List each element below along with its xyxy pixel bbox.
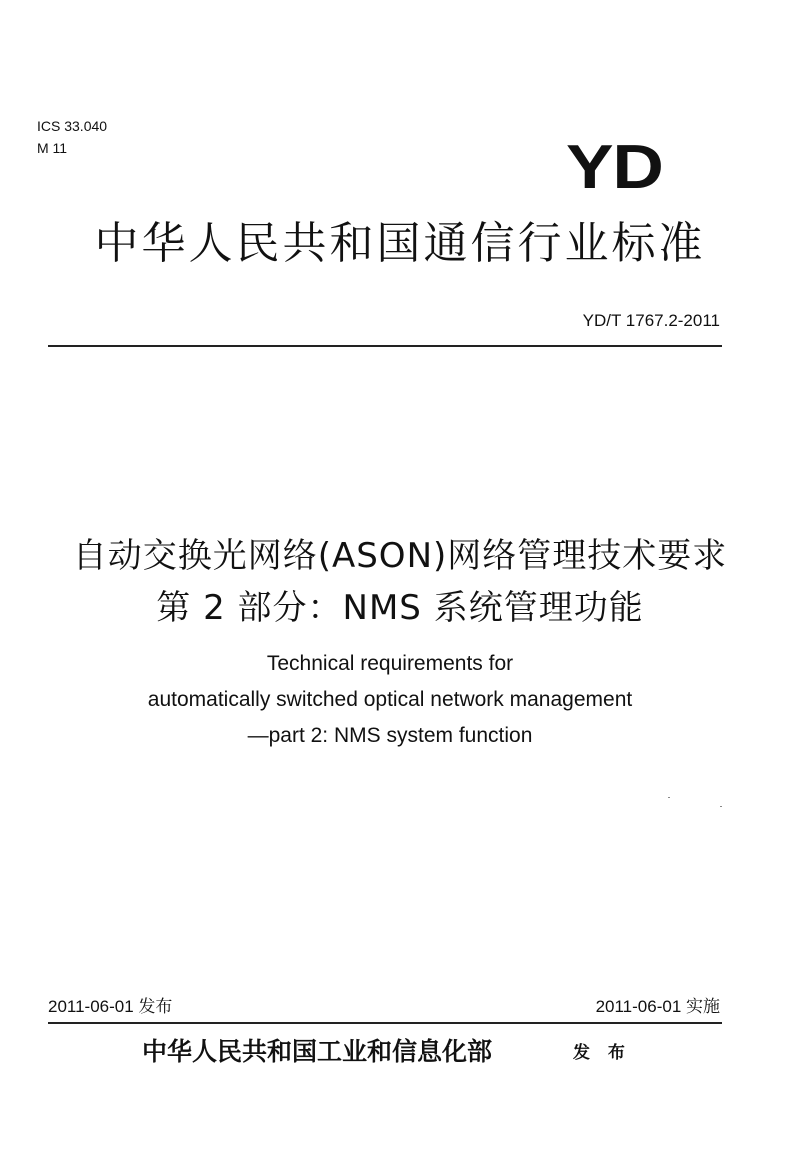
ics-code: ICS 33.040 [37, 118, 108, 134]
standard-number: YD/T 1767.2-2011 [582, 311, 720, 330]
issue-date: 2011-06-01 发布 [48, 997, 173, 1016]
yd-logo: YD [566, 133, 663, 202]
title-zh-line1: 自动交换光网络(ASON)网络管理技术要求 [72, 536, 728, 576]
title-en-line1: Technical requirements for [266, 652, 514, 675]
header-divider [48, 345, 722, 347]
implementation-date: 2011-06-01 实施 [595, 997, 720, 1016]
ccs-code: M 11 [37, 140, 68, 156]
scan-speck [720, 806, 722, 807]
title-en-line2: automatically switched optical network management [147, 688, 633, 711]
title-zh-line2: 第 2 部分：NMS 系统管理功能 [156, 588, 644, 628]
scan-speck [668, 797, 670, 798]
publisher-name: 中华人民共和国工业和信息化部 [142, 1037, 493, 1066]
issuer-title: 中华人民共和国通信行业标准 [94, 218, 706, 269]
title-en-line3: —part 2: NMS system function [247, 724, 533, 747]
footer-divider [48, 1022, 722, 1024]
publish-label: 发 布 [573, 1043, 631, 1063]
